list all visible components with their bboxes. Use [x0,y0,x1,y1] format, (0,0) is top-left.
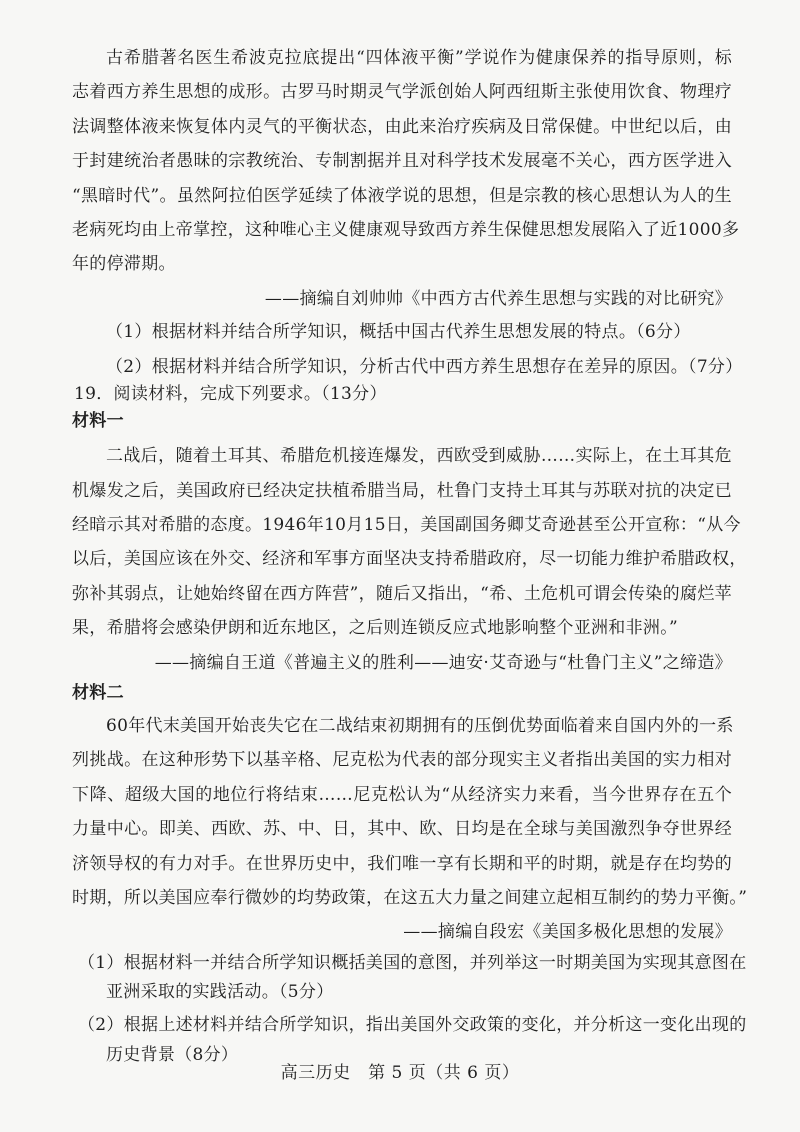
material-line: “黑暗时代”。虽然阿拉伯医学延续了体液学说的思想，但是宗教的核心思想认为人的生 [72,185,732,206]
material2-heading: 材料二 [72,682,124,703]
material1-line: 果，希腊将会感染伊朗和近东地区，之后则连锁反应式地影响整个亚洲和非洲。” [72,618,678,639]
page-footer: 高三历史 第 5 页（共 6 页） [280,1063,520,1083]
material-line: 古希腊著名医生希波克拉底提出“四体液平衡”学说作为健康保养的指导原则，标 [106,48,732,69]
material1-heading: 材料一 [72,411,124,431]
material2-line: 力量中心。即美、西欧、苏、中、日，其中、欧、日均是在全球与美国激烈争夺世界经 [72,819,732,840]
material2-line: 下降、超级大国的地位行将结束……尼克松认为“从经济实力来看，当今世界存在五个 [72,784,732,805]
material1-line: 经暗示其对希腊的态度。1946年10月15日，美国副国务卿艾奇逊甚至公开宣称：“从今 [72,515,741,535]
q19-question-2-cont: 历史背景（8分） [106,1045,239,1065]
q19-question-1: （1）根据材料一并结合所学知识概括美国的意图，并列举这一时期美国为实现其意图在 [78,953,747,974]
material1-line: 二战后，随着土耳其、希腊危机接连爆发，西欧受到威胁……实际上，在土耳其危 [106,446,732,467]
material2-line: 60年代末美国开始丧失它在二战结束初期拥有的压倒优势面临着来自国内外的一系 [106,715,734,736]
material-line: 老病死均由上帝掌控，这种唯心主义健康观导致西方养生保健思想发展陷入了近1000多 [72,220,740,240]
q19-title: 19．阅读材料，完成下列要求。（13分） [74,383,387,404]
q19-question-2: （2）根据上述材料并结合所学知识，指出美国外交政策的变化，并分析这一变化出现的 [78,1015,747,1035]
q18-question-1: （1）根据材料并结合所学知识，概括中国古代养生思想发展的特点。（6分） [106,322,691,343]
material-line: 年的停滞期。 [72,254,176,275]
material2-line: 济领导权的有力对手。在世界历史中，我们唯一享有长期和平的时期，就是存在均势的 [72,853,732,874]
material1-source: ——摘编自王道《普遍主义的胜利——迪安·艾奇逊与“杜鲁门主义”之缔造》 [154,652,732,673]
material-line: 法调整体液来恢复体内灵气的平衡状态，由此来治疗疾病及日常保健。中世纪以后，由 [72,116,732,137]
material-line: 于封建统治者愚昧的宗教统治、专制割据并且对科学技术发展毫不关心，西方医学进入 [72,151,732,172]
exam-page [72,38,748,1118]
spacer [78,990,732,1000]
q19-question-1-cont: 亚洲采取的实践活动。（5分） [106,982,334,1002]
material2-line: 时期，所以美国应奉行微妙的均势政策，在这五大力量之间建立起相互制约的势力平衡。” [72,887,748,908]
material-line: 志着西方养生思想的成形。古罗马时期灵气学派创始人阿西纽斯主张使用饮食、物理疗 [72,82,732,103]
q18-question-2: （2）根据材料并结合所学知识，分析古代中西方养生思想存在差异的原因。（7分） [106,356,743,377]
material2-source: ——摘编自段宏《美国多极化思想的发展》 [403,922,732,943]
material1-line: 弥补其弱点，让她始终留在西方阵营”，随后又指出，“希、土危机可谓会传染的腐烂苹 [72,583,732,604]
material1-line: 机爆发之后，美国政府已经决定扶植希腊当局，杜鲁门支持土耳其与苏联对抗的决定已 [72,480,732,501]
material-source: ——摘编自刘帅帅《中西方古代养生思想与实践的对比研究》 [264,288,732,309]
material2-line: 列挑战。在这种形势下以基辛格、尼克松为代表的部分现实主义者指出美国的实力相对 [72,750,732,771]
material1-line: 以后，美国应该在外交、经济和军事方面坚决支持希腊政府，尽一切能力维护希腊政权， [72,549,747,570]
